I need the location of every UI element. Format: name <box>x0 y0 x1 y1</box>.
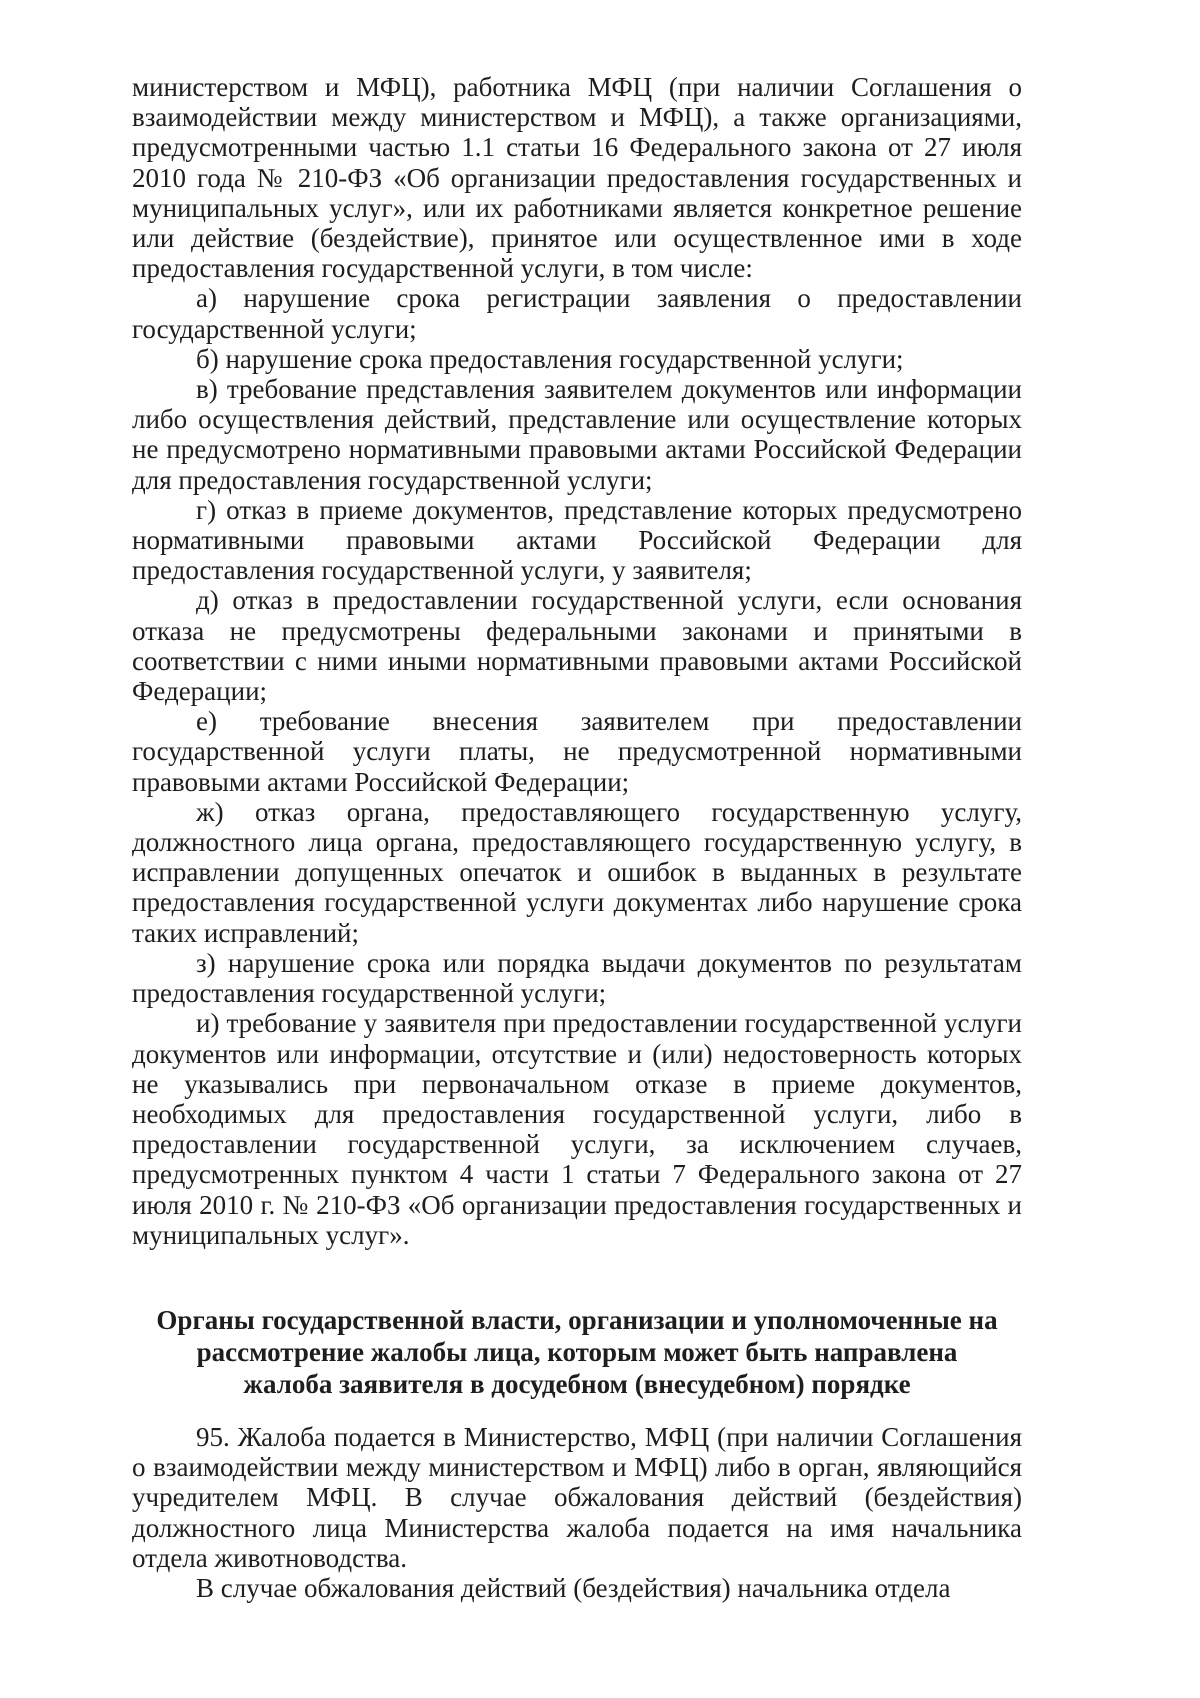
list-item-a: а) нарушение срока регистрации заявления о предоставлении государственной услуги; <box>132 283 1022 344</box>
list-item-e: е) требование внесения заявителем при предоставлении государственной услуги платы, не предусмотренной нормативными правовыми актами Российской Федерации; <box>132 706 1022 797</box>
section-heading: Органы государственной власти, организации и уполномоченные на рассмотрение жалобы лица, которым может быть направлена жалоба заявителя в досудебном (внесудебном) порядке <box>156 1304 998 1399</box>
list-item-g: г) отказ в приеме документов, представление которых предусмотрено нормативными правовыми актами Российской Федерации для предоставления государственной услуги, у заявителя; <box>132 494 1022 586</box>
paragraph-95: 95. Жалоба подается в Министерство, МФЦ (при наличии Соглашения о взаимодействии между министерством и МФЦ) либо в орган, являющийся учредителем МФЦ. В случае обжалования действий (бездействия) должностного лица Министерства жалоба подается на имя начальника отдела животноводства. <box>132 1421 1022 1573</box>
list-item-z: з) нарушение срока или порядка выдачи документов по результатам предоставления государственной услуги; <box>132 947 1022 1009</box>
list-item-i: и) требование у заявителя при предоставлении государственной услуги документов или информации, отсутствие и (или) недостоверность которых не указывались при первоначальном отказе в приеме документов, необходимых для предоставления государственной услуги, либо в предоставлении государственной услуги, за исключением случаев, предусмотренных пунктом 4 части 1 статьи 7 Федерального закона от 27 июля 2010 г. № 210-ФЗ «Об организации предоставления государственных и муниципальных услуг». <box>132 1008 1022 1250</box>
list-item-b: б) нарушение срока предоставления государственной услуги; <box>196 343 904 374</box>
list-item-v: в) требование представления заявителем документов или информации либо осуществления действий, представление или осуществление которых не предусмотрено нормативными правовыми актами Российской Федерации для предоставления государственной услуги; <box>132 374 1022 495</box>
list-item-zh: ж) отказ органа, предоставляющего государственную услугу, должностного лица органа, предоставляющего государственную услугу, в исправлении допущенных опечаток и ошибок в выданных в результате предоставления государственной услуги документах либо нарушение срока таких исправлений; <box>132 796 1022 948</box>
document-body <box>132 72 1022 1603</box>
list-item-d: д) отказ в предоставлении государственной услуги, если основания отказа не предусмотрены федеральными законами и принятыми в соответствии с ними иными нормативными правовыми актами Российской Федерации; <box>132 585 1022 707</box>
paragraph-intro: министерством и МФЦ), работника МФЦ (при наличии Соглашения о взаимодействии между министерством и МФЦ), а также организациями, предусмотренными частью 1.1 статьи 16 Федерального закона от 27 июля 2010 года № 210-ФЗ «Об организации предоставления государственных и муниципальных услуг», или их работниками является конкретное решение или действие (бездействие), принятое или осуществленное ими в ходе предоставления государственной услуги, в том числе: <box>132 72 1022 284</box>
paragraph-continuation: В случае обжалования действий (бездействия) начальника отдела <box>196 1572 951 1603</box>
